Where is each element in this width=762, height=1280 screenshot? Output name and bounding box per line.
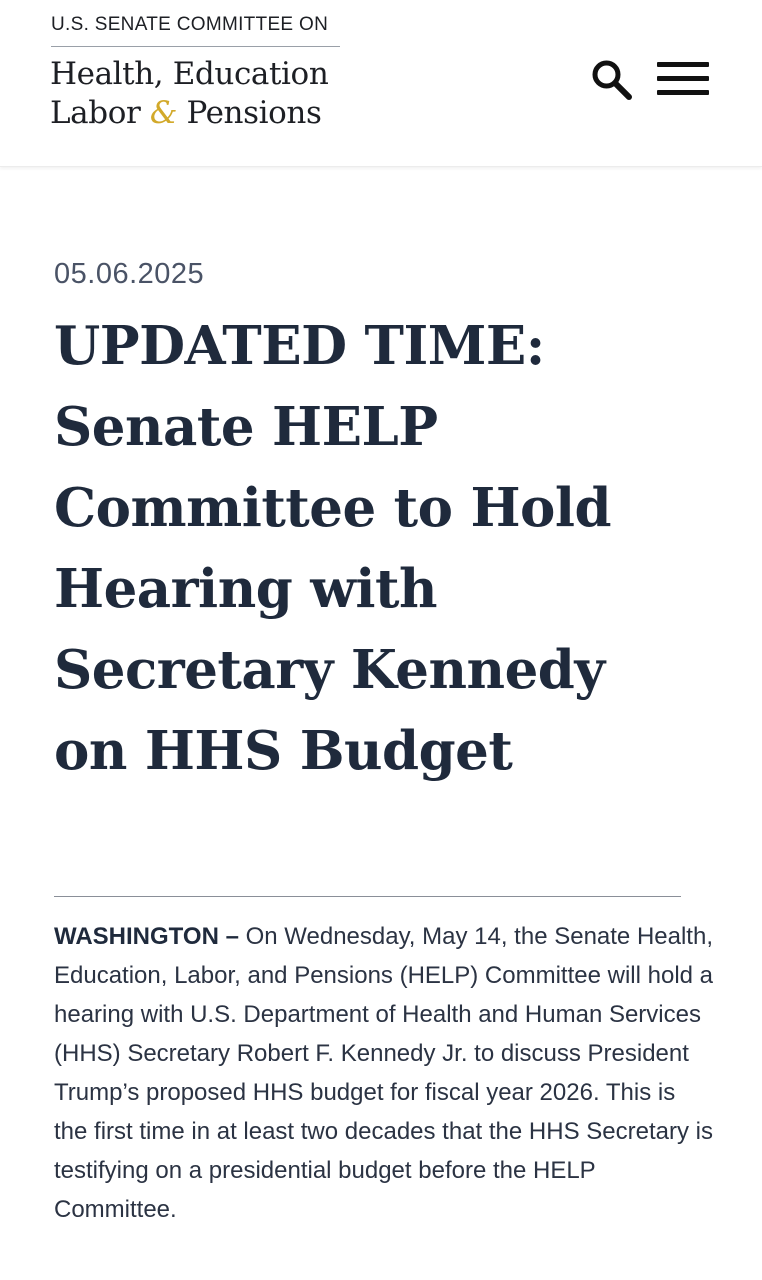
article-dateline: WASHINGTON – — [54, 923, 239, 950]
logo-overline: U.S. SENATE COMMITTEE ON — [51, 14, 329, 35]
logo-title-line2 — [50, 95, 321, 131]
title-divider — [54, 896, 681, 897]
menu-button[interactable] — [652, 56, 712, 104]
search-icon — [588, 56, 636, 104]
logo-title-line1: Health, Education — [50, 56, 329, 92]
site-header — [0, 0, 762, 167]
logo-title-line2-start: Labor — [50, 95, 150, 131]
logo-ampersand: & — [149, 95, 178, 131]
logo-title-line2-end: Pensions — [177, 95, 322, 131]
logo-divider — [51, 46, 340, 47]
article-body — [54, 917, 714, 1229]
search-button[interactable] — [588, 56, 636, 104]
article-title: UPDATED TIME: Senate HELP Committee to Hold Hearing with Secretary Kennedy on HHS Budget — [54, 315, 612, 782]
article-date: 05.06.2025 — [54, 258, 205, 290]
hamburger-menu-icon — [652, 56, 712, 104]
article-body-text: On Wednesday, May 14, the Senate Health, Education, Labor, and Pensions (HELP) Committee will hold a hearing with U.S. Department of Health and Human Services (HHS) Secretary Robert F. Kennedy Jr. to discuss President Trump’s proposed HHS budget for fiscal year 2026. This is the first time in at least two decades that the HHS Secretary is testifying on a presidential budget before the HELP Committee. — [54, 923, 714, 1223]
